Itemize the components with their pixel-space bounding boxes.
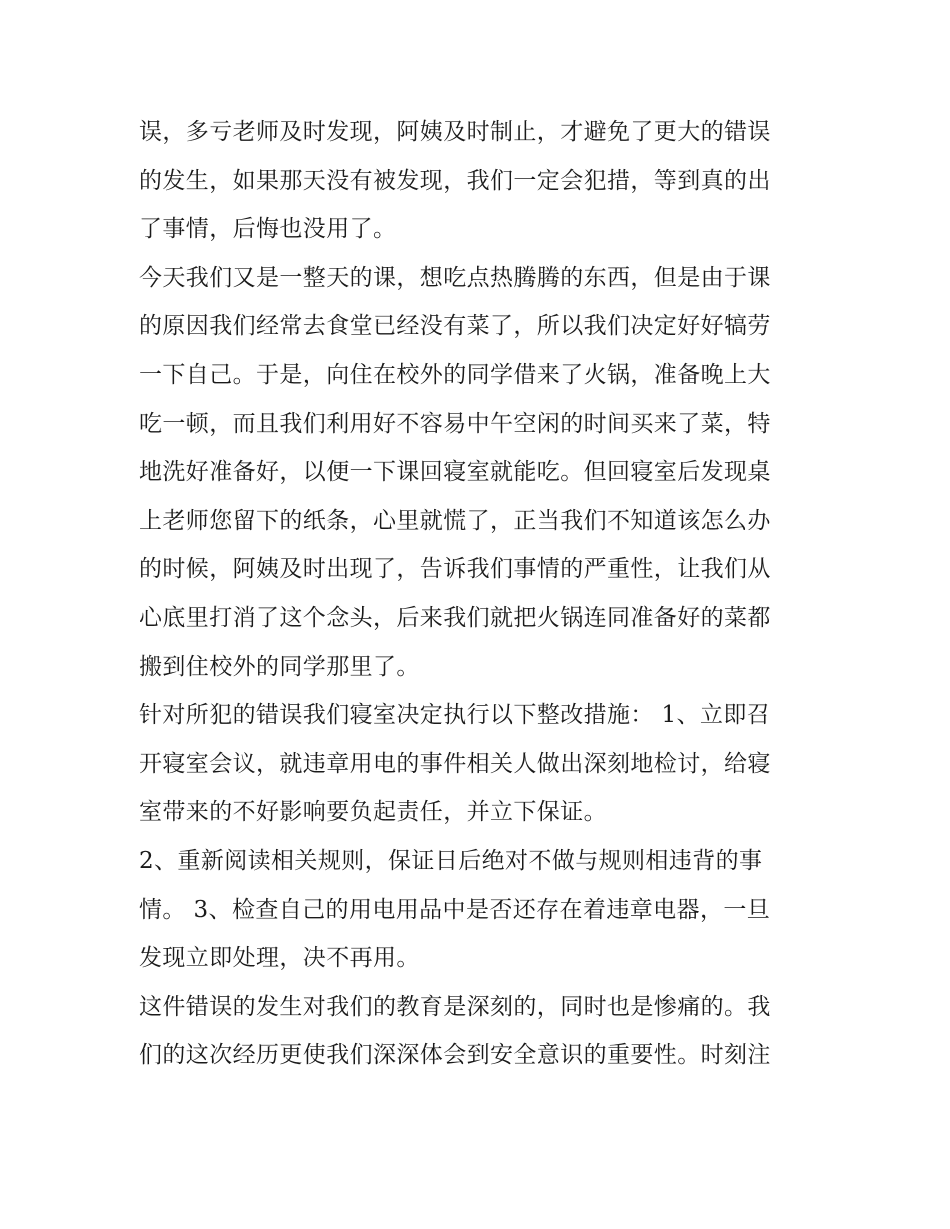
text-line: 的原因我们经常去食堂已经没有菜了，所以我们决定好好犒劳 <box>139 313 771 340</box>
text-line: 这件错误的发生对我们的教育是深刻的，同时也是惨痛的。我 <box>139 993 771 1020</box>
text-line: 的发生，如果那天没有被发现，我们一定会犯措，等到真的出 <box>139 167 771 194</box>
text-line: 今天我们又是一整天的课，想吃点热腾腾的东西，但是由于课 <box>139 264 771 291</box>
text-line: 一下自己。于是，向住在校外的同学借来了火锅，准备晚上大 <box>139 361 771 388</box>
text-line: 2、重新阅读相关规则，保证日后绝对不做与规则相违背的事 <box>139 847 763 874</box>
text-line: 上老师您留下的纸条，心里就慌了，正当我们不知道该怎么办 <box>139 507 771 534</box>
text-line: 情。 3、检查自己的用电用品中是否还存在着违章电器，一旦 <box>139 896 771 923</box>
text-line: 室带来的不好影响要负起责任，并立下保证。 <box>139 799 607 826</box>
text-line: 的时候，阿姨及时出现了，告诉我们事情的严重性，让我们从 <box>139 556 771 583</box>
text-line: 发现立即处理，决不再用。 <box>139 945 420 972</box>
text-line: 开寝室会议，就违章用电的事件相关人做出深刻地检讨，给寝 <box>139 750 771 777</box>
text-line: 针对所犯的错误我们寝室决定执行以下整改措施： 1、立即召 <box>139 702 771 729</box>
document-body <box>139 108 811 1080</box>
text-line: 吃一顿，而且我们利用好不容易中午空闲的时间买来了菜，特 <box>139 410 771 437</box>
text-line: 误，多亏老师及时发现，阿姨及时制止，才避免了更大的错误 <box>139 119 771 145</box>
text-line: 心底里打消了这个念头，后来我们就把火锅连同准备好的菜都 <box>139 604 771 631</box>
text-line: 地洗好准备好，以便一下课回寝室就能吃。但回寝室后发现桌 <box>139 459 771 486</box>
text-line: 了事情，后悔也没用了。 <box>139 216 397 243</box>
text-line: 们的这次经历更使我们深深体会到安全意识的重要性。时刻注 <box>139 1042 771 1069</box>
text-line: 搬到住校外的同学那里了。 <box>139 653 420 680</box>
